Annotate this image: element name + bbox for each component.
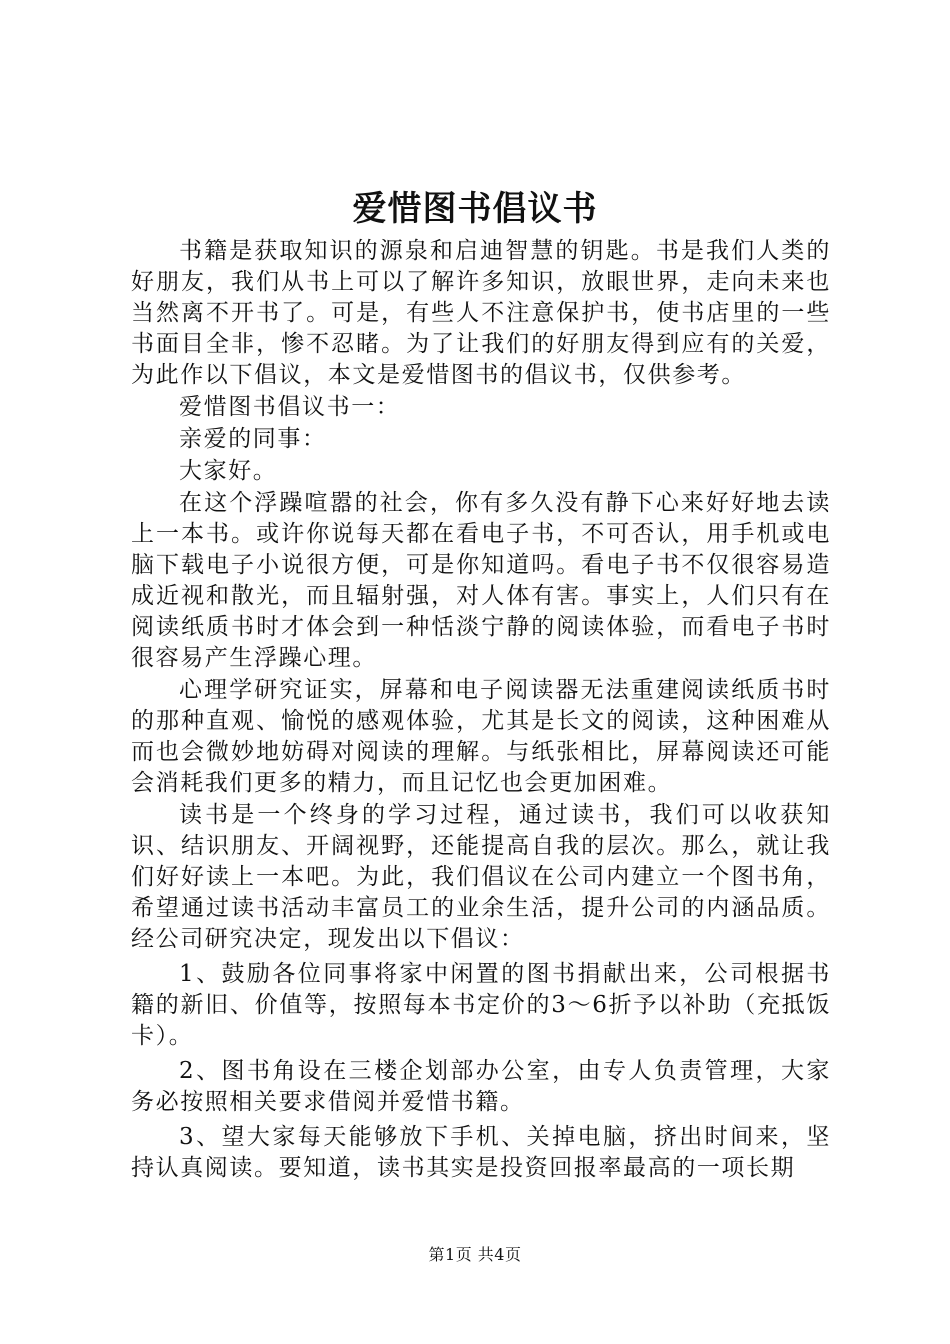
page-footer: 第1页 共4页 <box>428 1245 522 1264</box>
proposal-item: 2、图书角设在三楼企划部办公室，由专人负责管理，大家务必按照相关要求借阅并爱惜书籍。 <box>131 1058 831 1115</box>
body-paragraph: 读书是一个终身的学习过程，通过读书，我们可以收获知识、结识朋友、开阔视野，还能提高自我的层次。那么，就让我们好好读上一本吧。为此，我们倡议在公司内建立一个图书角，希望通过读书活动丰富员工的业余生活，提升公司的内涵品质。经公司研究决定，现发出以下倡议： <box>131 802 831 952</box>
proposal-item: 3、望大家每天能够放下手机、关掉电脑，挤出时间来，坚持认真阅读。要知道，读书其实是投资回报率最高的一项长期 <box>131 1124 831 1181</box>
proposal-item: 1、鼓励各位同事将家中闲置的图书捐献出来，公司根据书籍的新旧、价值等，按照每本书定价的3～6折予以补助（充抵饭卡）。 <box>131 961 831 1049</box>
body-paragraph: 心理学研究证实，屏幕和电子阅读器无法重建阅读纸质书时的那种直观、愉悦的感观体验，尤其是长文的阅读，这种困难从而也会微妙地妨碍对阅读的理解。与纸张相比，屏幕阅读还可能会消耗我们更多的精力，而且记忆也会更加困难。 <box>131 677 831 796</box>
body-paragraph: 在这个浮躁喧嚣的社会，你有多久没有静下心来好好地去读上一本书。或许你说每天都在看电子书，不可否认，用手机或电脑下载电子小说很方便，可是你知道吗。看电子书不仅很容易造成近视和散光，而且辐射强，对人体有害。事实上，人们只有在阅读纸质书时才体会到一种恬淡宁静的阅读体验，而看电子书时很容易产生浮躁心理。 <box>131 490 831 671</box>
greeting: 大家好。 <box>179 458 278 484</box>
section-heading: 爱惜图书倡议书一： <box>179 394 401 420</box>
salutation: 亲爱的同事： <box>179 426 327 452</box>
document-body <box>131 236 831 1185</box>
intro-paragraph: 书籍是获取知识的源泉和启迪智慧的钥匙。书是我们人类的好朋友，我们从书上可以了解许多知识，放眼世界，走向未来也当然离不开书了。可是，有些人不注意保护书，使书店里的一些书面目全非，惨不忍睹。为了让我们的好朋友得到应有的关爱，为此作以下倡议，本文是爱惜图书的倡议书，仅供参考。 <box>131 238 831 388</box>
document-title: 爱惜图书倡议书 <box>352 189 598 229</box>
